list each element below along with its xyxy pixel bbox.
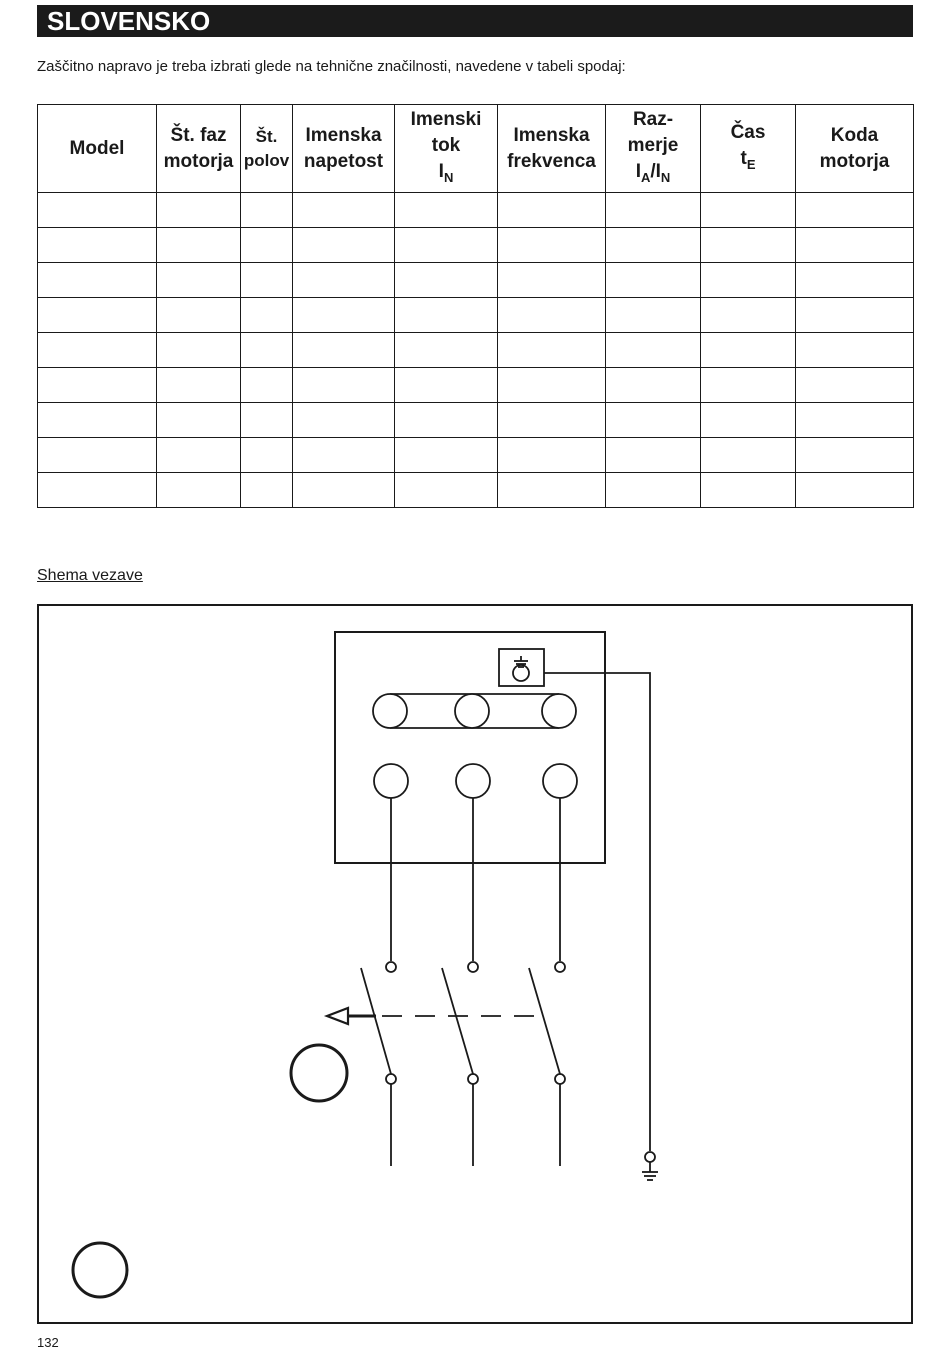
table-cell bbox=[38, 438, 157, 473]
header-time: Čas $t_E$ bbox=[701, 105, 796, 193]
table-cell bbox=[606, 438, 701, 473]
table-row bbox=[38, 368, 914, 403]
table-cell bbox=[395, 368, 498, 403]
table-cell bbox=[38, 333, 157, 368]
table-row bbox=[38, 193, 914, 228]
table-cell bbox=[395, 403, 498, 438]
wiring-diagram bbox=[37, 604, 913, 1324]
header-frequency: Imenska frekvenca bbox=[498, 105, 606, 193]
language-title: SLOVENSKO bbox=[47, 6, 211, 36]
header-motor-code: Koda motorja bbox=[796, 105, 914, 193]
table-cell bbox=[241, 193, 293, 228]
table-cell bbox=[498, 263, 606, 298]
table-header-row bbox=[38, 105, 914, 193]
motor-wires bbox=[391, 798, 560, 961]
table-cell bbox=[606, 473, 701, 508]
table-cell bbox=[157, 193, 241, 228]
table-cell bbox=[701, 473, 796, 508]
table-cell bbox=[498, 193, 606, 228]
box-ground-terminal bbox=[499, 649, 650, 1151]
circuit-breaker bbox=[327, 962, 565, 1084]
header-ratio: Raz- merje $I_A/I_N$ bbox=[606, 105, 701, 193]
table-cell bbox=[241, 438, 293, 473]
table-cell bbox=[241, 333, 293, 368]
table-row bbox=[38, 438, 914, 473]
table-cell bbox=[701, 333, 796, 368]
table-cell bbox=[796, 333, 914, 368]
table-cell bbox=[241, 473, 293, 508]
table-row bbox=[38, 263, 914, 298]
header-poles: Št. polov bbox=[241, 105, 293, 193]
table-cell bbox=[395, 473, 498, 508]
table-cell bbox=[498, 298, 606, 333]
table-cell bbox=[796, 263, 914, 298]
header-voltage: Imenska napetost bbox=[293, 105, 395, 193]
table-cell bbox=[157, 263, 241, 298]
table-cell bbox=[606, 333, 701, 368]
table-cell bbox=[606, 193, 701, 228]
earth-terminal bbox=[642, 1152, 658, 1180]
table-cell bbox=[293, 298, 395, 333]
table-cell bbox=[38, 368, 157, 403]
table-row bbox=[38, 228, 914, 263]
table-cell bbox=[498, 228, 606, 263]
table-cell bbox=[701, 368, 796, 403]
lower-terminals bbox=[374, 764, 577, 798]
table-cell bbox=[701, 228, 796, 263]
table-cell bbox=[157, 403, 241, 438]
table-cell bbox=[38, 473, 157, 508]
table-cell bbox=[796, 403, 914, 438]
reference-circle-supply bbox=[73, 1243, 127, 1297]
table-cell bbox=[796, 228, 914, 263]
table-cell bbox=[796, 193, 914, 228]
wiring-schematic bbox=[39, 606, 911, 1322]
schema-title: Shema vezave bbox=[37, 567, 143, 584]
table-cell bbox=[293, 438, 395, 473]
reference-circle-breaker bbox=[291, 1045, 347, 1101]
table-cell bbox=[395, 263, 498, 298]
table-cell bbox=[157, 473, 241, 508]
table-cell bbox=[395, 228, 498, 263]
table-cell bbox=[241, 368, 293, 403]
table-cell bbox=[38, 298, 157, 333]
table-cell bbox=[395, 438, 498, 473]
table-cell bbox=[38, 403, 157, 438]
table-cell bbox=[498, 368, 606, 403]
table-cell bbox=[701, 438, 796, 473]
table-cell bbox=[796, 438, 914, 473]
table-cell bbox=[241, 263, 293, 298]
table-cell bbox=[293, 263, 395, 298]
table-cell bbox=[241, 403, 293, 438]
table-cell bbox=[498, 473, 606, 508]
table-cell bbox=[293, 403, 395, 438]
table-cell bbox=[796, 298, 914, 333]
table-cell bbox=[38, 193, 157, 228]
table-cell bbox=[293, 193, 395, 228]
table-cell bbox=[606, 403, 701, 438]
table-cell bbox=[241, 228, 293, 263]
table-cell bbox=[157, 228, 241, 263]
table-cell bbox=[796, 368, 914, 403]
table-body bbox=[38, 193, 914, 508]
table-cell bbox=[606, 263, 701, 298]
table-row bbox=[38, 403, 914, 438]
table-row bbox=[38, 298, 914, 333]
table-row bbox=[38, 473, 914, 508]
table-cell bbox=[157, 368, 241, 403]
table-cell bbox=[498, 438, 606, 473]
table-cell bbox=[606, 368, 701, 403]
table-cell bbox=[157, 298, 241, 333]
table-cell bbox=[293, 368, 395, 403]
table-row bbox=[38, 333, 914, 368]
table-cell bbox=[498, 333, 606, 368]
terminal-box bbox=[335, 632, 605, 863]
table-cell bbox=[395, 298, 498, 333]
table-cell bbox=[395, 193, 498, 228]
table-cell bbox=[38, 263, 157, 298]
table-cell bbox=[498, 403, 606, 438]
table-cell bbox=[701, 193, 796, 228]
table-cell bbox=[701, 298, 796, 333]
header-current: Imenski tok $I_N$ bbox=[395, 105, 498, 193]
supply-lines bbox=[391, 1084, 560, 1166]
page-header bbox=[37, 5, 913, 37]
intro-text: Zaščitno napravo je treba izbrati glede na tehnične značilnosti, navedene v tabeli spodaj: bbox=[37, 58, 626, 75]
table-cell bbox=[606, 228, 701, 263]
header-phases: Št. faz motorja bbox=[157, 105, 241, 193]
upper-terminals bbox=[373, 694, 576, 728]
spec-table bbox=[37, 104, 914, 508]
table-cell bbox=[701, 403, 796, 438]
table-cell bbox=[395, 333, 498, 368]
table-cell bbox=[157, 438, 241, 473]
table-cell bbox=[701, 263, 796, 298]
table-cell bbox=[293, 228, 395, 263]
table-cell bbox=[38, 228, 157, 263]
table-cell bbox=[293, 473, 395, 508]
table-cell bbox=[293, 333, 395, 368]
table-cell bbox=[606, 298, 701, 333]
header-model: Model bbox=[38, 105, 157, 193]
table-cell bbox=[796, 473, 914, 508]
table-cell bbox=[157, 333, 241, 368]
table-cell bbox=[241, 298, 293, 333]
page-number: 132 bbox=[37, 1335, 59, 1350]
